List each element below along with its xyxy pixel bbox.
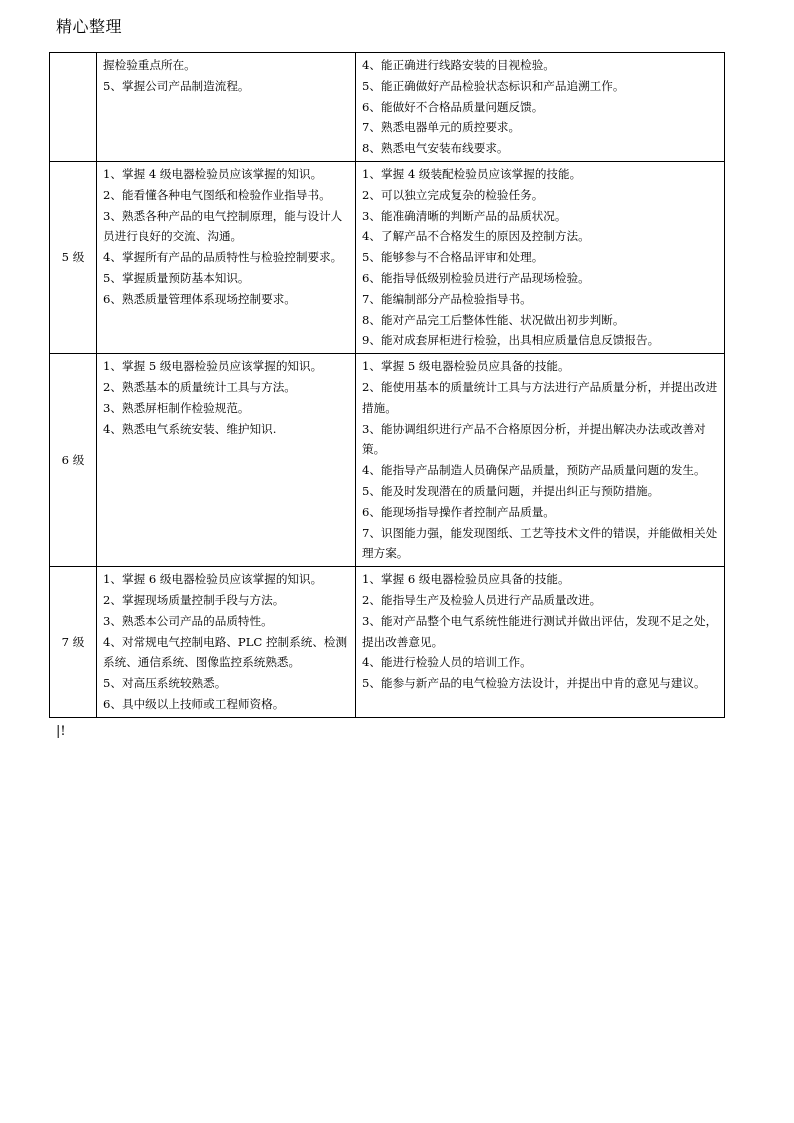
skill-item: 5、能及时发现潜在的质量问题，并提出纠正与预防措施。 bbox=[362, 483, 660, 498]
skills-cell bbox=[356, 354, 725, 567]
qualification-table bbox=[49, 52, 725, 718]
skills-cell bbox=[356, 53, 725, 162]
level-cell: 5 级 bbox=[50, 161, 97, 353]
knowledge-item: 5、掌握质量预防基本知识。 bbox=[103, 270, 250, 285]
skill-item: 7、熟悉电器单元的质控要求。 bbox=[362, 120, 521, 135]
level-cell: 6 级 bbox=[50, 354, 97, 567]
skill-item: 2、可以独立完成复杂的检验任务。 bbox=[362, 187, 544, 202]
knowledge-item: 5、掌握公司产品制造流程。 bbox=[103, 78, 250, 93]
table-row bbox=[50, 354, 725, 567]
end-of-page-mark: |! bbox=[56, 724, 66, 739]
table-row bbox=[50, 53, 725, 162]
skill-item: 4、能指导产品制造人员确保产品质量，预防产品质量问题的发生。 bbox=[362, 463, 706, 478]
skill-item: 6、能做好不合格品质量问题反馈。 bbox=[362, 99, 544, 114]
skill-item: 5、能正确做好产品检验状态标识和产品追溯工作。 bbox=[362, 78, 625, 93]
knowledge-cell bbox=[97, 53, 356, 162]
skill-item: 7、能编制部分产品检验指导书。 bbox=[362, 291, 532, 306]
skill-item: 2、能指导生产及检验人员进行产品质量改进。 bbox=[362, 592, 602, 607]
table-row bbox=[50, 567, 725, 718]
skill-item: 1、掌握 6 级电器检验员应具备的技能。 bbox=[362, 572, 570, 587]
page-header-title: 精心整理 bbox=[56, 17, 123, 36]
knowledge-item: 3、熟悉本公司产品的品质特性。 bbox=[103, 613, 273, 628]
skills-cell bbox=[356, 567, 725, 718]
knowledge-item: 5、对高压系统较熟悉。 bbox=[103, 676, 227, 691]
level-cell: 7 级 bbox=[50, 567, 97, 718]
skill-item: 3、能准确清晰的判断产品的品质状况。 bbox=[362, 208, 567, 223]
knowledge-item: 4、掌握所有产品的品质特性与检验控制要求。 bbox=[103, 250, 343, 265]
knowledge-item: 2、掌握现场质量控制手段与方法。 bbox=[103, 592, 285, 607]
skill-item: 6、能现场指导操作者控制产品质量。 bbox=[362, 504, 555, 519]
skill-item: 1、掌握 5 级电器检验员应具备的技能。 bbox=[362, 359, 570, 374]
skill-item: 6、能指导低级别检验员进行产品现场检验。 bbox=[362, 270, 590, 285]
skill-item: 7、识图能力强，能发现图纸、工艺等技术文件的错误，并能做相关处理方案。 bbox=[362, 525, 718, 561]
knowledge-item: 1、掌握 5 级电器检验员应该掌握的知识。 bbox=[103, 359, 323, 374]
skill-item: 3、能对产品整个电气系统性能进行测试并做出评估，发现不足之处，提出改善意见。 bbox=[362, 613, 718, 649]
knowledge-cell bbox=[97, 161, 356, 353]
knowledge-item: 2、熟悉基本的质量统计工具与方法。 bbox=[103, 379, 296, 394]
skill-item: 2、能使用基本的质量统计工具与方法进行产品质量分析，并提出改进措施。 bbox=[362, 379, 718, 415]
knowledge-item: 4、对常规电气控制电路、PLC 控制系统、检测系统、通信系统、图像监控系统熟悉。 bbox=[103, 634, 348, 670]
skill-item: 4、能进行检验人员的培训工作。 bbox=[362, 655, 532, 670]
knowledge-item: 3、熟悉各种产品的电气控制原理，能与设计人员进行良好的交流、沟通。 bbox=[103, 208, 343, 244]
knowledge-item: 4、熟悉电气系统安装、维护知识. bbox=[103, 421, 277, 436]
knowledge-item: 2、能看懂各种电气图纸和检验作业指导书。 bbox=[103, 187, 331, 202]
skill-item: 4、能正确进行线路安装的目视检验。 bbox=[362, 58, 555, 72]
knowledge-item: 1、掌握 4 级电器检验员应该掌握的知识。 bbox=[103, 166, 323, 181]
skills-cell bbox=[356, 161, 725, 353]
knowledge-item: 3、熟悉屏柜制作检验规范。 bbox=[103, 400, 250, 415]
knowledge-item: 6、熟悉质量管理体系现场控制要求。 bbox=[103, 291, 296, 306]
skill-item: 5、能够参与不合格品评审和处理。 bbox=[362, 250, 544, 265]
knowledge-item: 6、具中级以上技师或工程师资格。 bbox=[103, 696, 285, 711]
skill-item: 8、能对产品完工后整体性能、状况做出初步判断。 bbox=[362, 312, 625, 327]
skill-item: 1、掌握 4 级装配检验员应该掌握的技能。 bbox=[362, 166, 582, 181]
skill-item: 9、能对成套屏柜进行检验，出具相应质量信息反馈报告。 bbox=[362, 333, 660, 348]
knowledge-item: 握检验重点所在。 bbox=[103, 58, 196, 72]
knowledge-item: 1、掌握 6 级电器检验员应该掌握的知识。 bbox=[103, 572, 323, 587]
skill-item: 5、能参与新产品的电气检验方法设计，并提出中肯的意见与建议。 bbox=[362, 676, 706, 691]
skill-item: 8、熟悉电气安装布线要求。 bbox=[362, 141, 509, 156]
skill-item: 3、能协调组织进行产品不合格原因分析，并提出解决办法或改善对策。 bbox=[362, 421, 706, 457]
knowledge-cell bbox=[97, 567, 356, 718]
level-cell bbox=[50, 53, 97, 162]
skill-item: 4、了解产品不合格发生的原因及控制方法。 bbox=[362, 229, 590, 244]
table-row bbox=[50, 161, 725, 353]
knowledge-cell bbox=[97, 354, 356, 567]
